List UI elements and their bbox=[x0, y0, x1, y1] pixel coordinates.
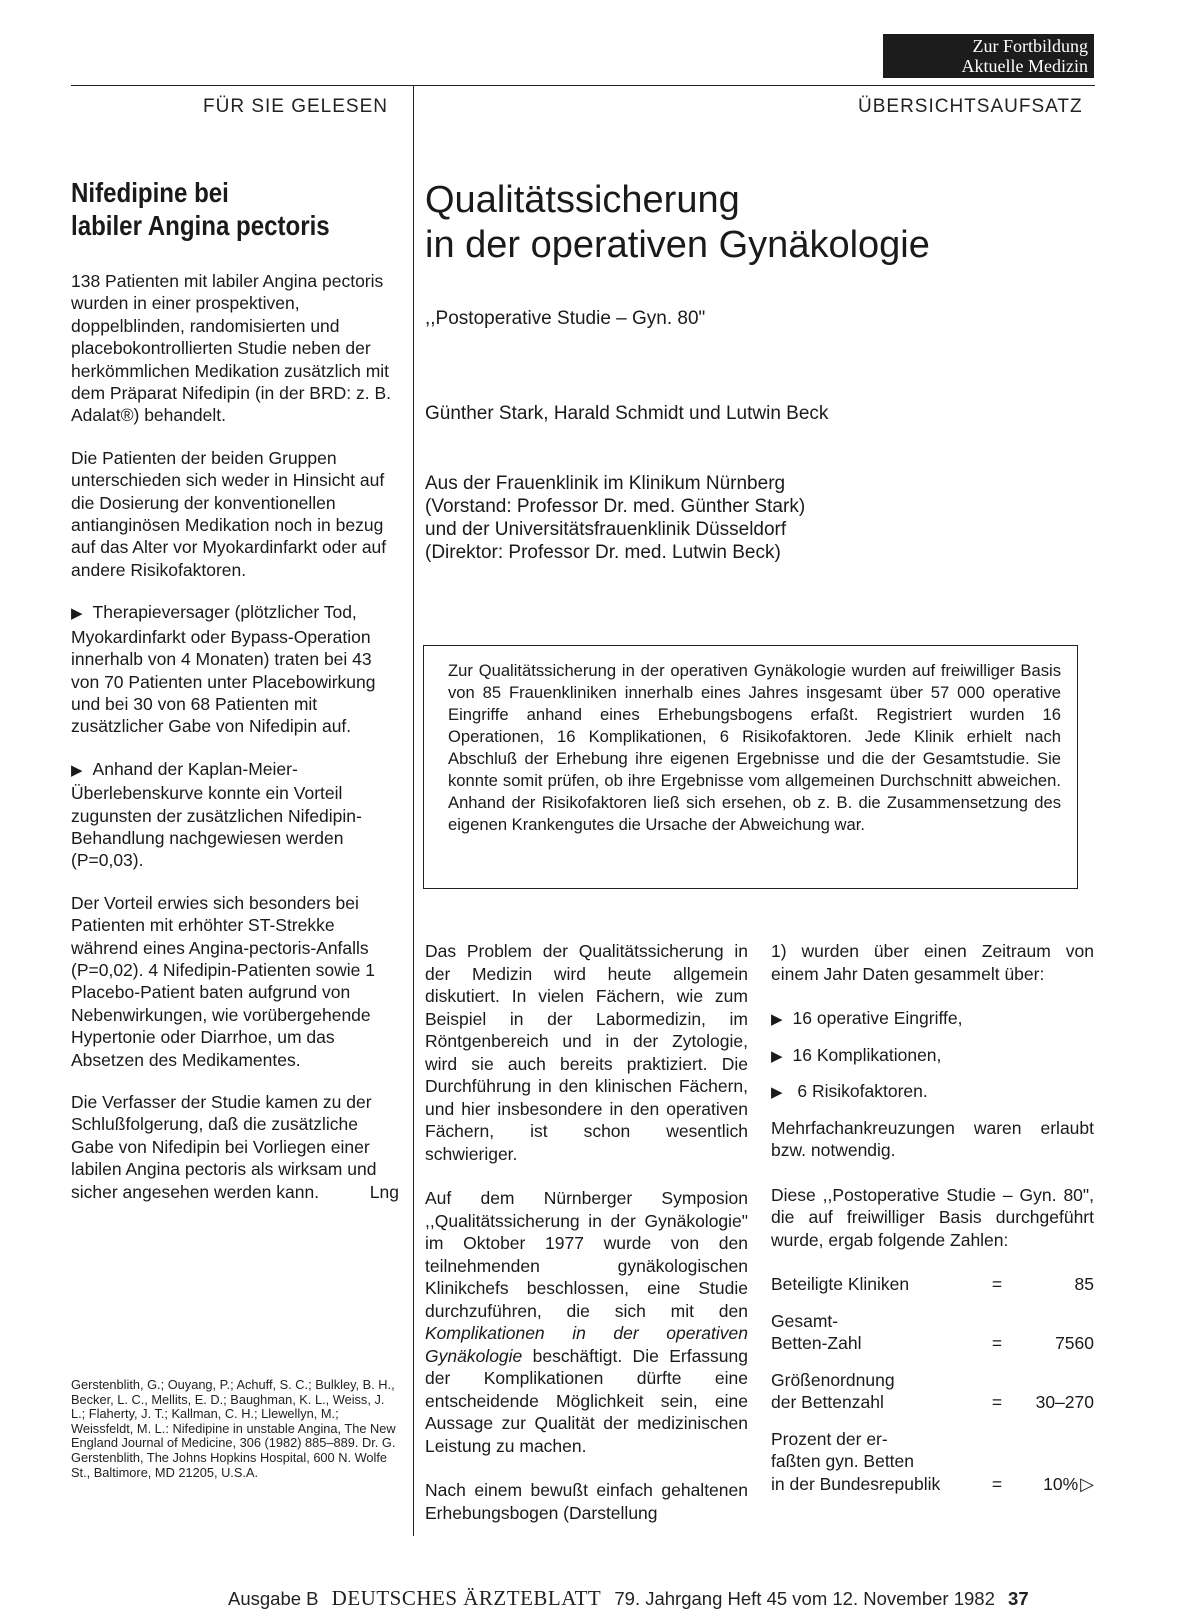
body-paragraph: Mehrfachankreuzungen waren erlaubt bzw. notwendig. bbox=[771, 1117, 1094, 1160]
body-paragraph: Nach einem bewußt einfach gehaltenen Erhebungsbogen (Darstellung bbox=[425, 1480, 748, 1523]
left-paragraph-text: Therapieversager (plötzlicher Tod, Myokardinfarkt oder Bypass-Operation innerhalb von 4 Monaten) traten bei 43 von 70 Patienten unter Placebowirkung und bei 30 von 68 Patienten mit zusätzlicher Gabe von Nifedipin auf. bbox=[71, 602, 376, 737]
study-items-list bbox=[771, 1007, 1094, 1105]
list-item bbox=[771, 1007, 1094, 1032]
stat-equals: = bbox=[991, 1333, 1003, 1353]
header-rule bbox=[71, 85, 1095, 86]
body-paragraph bbox=[425, 1187, 748, 1457]
main-title-line1: Qualitätssicherung bbox=[425, 179, 740, 221]
affiliation bbox=[425, 472, 805, 564]
triangle-bullet-icon: ▶ bbox=[771, 1047, 783, 1065]
left-title-line1: Nifedipine bei bbox=[71, 177, 229, 208]
left-title-line2: labiler Angina pectoris bbox=[71, 210, 330, 241]
section-badge-line2: Aktuelle Medizin bbox=[961, 56, 1088, 76]
main-title-line2: in der operativen Gynäkologie bbox=[425, 224, 930, 266]
footer-edition: Ausgabe B bbox=[228, 1588, 319, 1609]
emphasis-text: Komplikationen in der operativen Gynäkologie bbox=[425, 1323, 748, 1366]
stat-value: 85 bbox=[1074, 1274, 1094, 1294]
continue-arrow-icon: ▷ bbox=[1080, 1473, 1094, 1494]
triangle-bullet-icon: ▶ bbox=[771, 1011, 783, 1028]
stat-value-text: 10% bbox=[1043, 1473, 1079, 1494]
body-paragraph: Das Problem der Qualitätssicherung in der Medizin wird heute allgemein diskutiert. In vielen Fächern, wie zum Beispiel in der Labormedizin, im Röntgenbereich und in der Zytologie, wird sie auch bereits praktiziert. Die Durchführung in den klinischen Fächern, und hier insbesondere in den operativen Fächern, ist schon wesentlich schwieriger. bbox=[425, 941, 748, 1164]
body-column-1 bbox=[425, 940, 748, 1546]
body-text: Auf dem Nürnberger Symposion ,,Qualitätssicherung in der Gynäkologie" im Oktober 1977 wurde von den teilnehmenden gynäkologischen Klinikchefs beschlossen, eine Studie durchzuführen, die sich mit den bbox=[425, 1188, 748, 1321]
list-item bbox=[771, 1080, 1094, 1105]
table-row bbox=[771, 1310, 1094, 1369]
left-section-label: FÜR SIE GELESEN bbox=[203, 96, 388, 117]
right-section-label: ÜBERSICHTSAUFSATZ bbox=[858, 96, 1083, 117]
footer-publication: DEUTSCHES ÄRZTEBLATT bbox=[331, 1586, 602, 1610]
author-signature: Lng bbox=[369, 1182, 399, 1203]
authors: Günther Stark, Harald Schmidt und Lutwin Beck bbox=[425, 403, 829, 424]
left-paragraph: Die Patienten der beiden Gruppen unterschieden sich weder in Hinsicht auf die Dosierung der konventionellen antianginösen Medikation noch in bezug auf das Alter vor Myokardinfarkt oder auf andere Risikofaktoren. bbox=[71, 447, 387, 580]
left-paragraph: 138 Patienten mit labiler Angina pectoris wurden in einer prospektiven, doppelblinden, randomisierten und placebokontrollierten Studie neben der herkömmlichen Medikation zusätzlich mit dem Präparat Nifedipin (in der BRD: z. B. Adalat®) behandelt. bbox=[71, 271, 391, 426]
section-badge-line1: Zur Fortbildung bbox=[972, 36, 1088, 56]
stat-value bbox=[1014, 1428, 1094, 1510]
affiliation-line: (Direktor: Professor Dr. med. Lutwin Beck) bbox=[425, 542, 781, 563]
left-paragraph bbox=[71, 1091, 399, 1203]
stat-label: Gesamt- Betten-Zahl bbox=[771, 1310, 862, 1353]
left-article-title bbox=[71, 176, 363, 242]
stat-equals: = bbox=[991, 1392, 1003, 1412]
left-paragraph-text: Anhand der Kaplan-Meier-Überlebenskurve konnte ein Vorteil zugunsten der zusätzlichen Nifedipin-Behandlung nachgewiesen werden (P=0,03). bbox=[71, 758, 362, 871]
list-item-text: 16 operative Eingriffe, bbox=[792, 1008, 963, 1028]
body-column-2 bbox=[771, 940, 1094, 1509]
main-subtitle: ,,Postoperative Studie – Gyn. 80" bbox=[425, 308, 706, 329]
table-row bbox=[771, 1369, 1094, 1428]
stat-equals: = bbox=[991, 1473, 1003, 1494]
triangle-bullet-icon: ▶ bbox=[71, 761, 83, 779]
left-paragraph bbox=[71, 758, 399, 872]
table-row bbox=[771, 1428, 1094, 1510]
stat-value: 7560 bbox=[1055, 1333, 1094, 1353]
stat-value: 30–270 bbox=[1035, 1392, 1094, 1412]
body-paragraph: Diese ,,Postoperative Studie – Gyn. 80", die auf freiwilliger Basis durchgeführt wurde, ergab folgende Zahlen: bbox=[771, 1184, 1094, 1250]
stat-equals: = bbox=[991, 1274, 1003, 1294]
left-paragraph: Der Vorteil erwies sich besonders bei Patienten mit erhöhter ST-Strekke während eines Angina-pectoris-Anfalls (P=0,02). 4 Nifedipin-Patienten sowie 1 Placebo-Patient baten aufgrund von Nebenwirkungen, wie vorübergehende Hypertonie oder Diarrhoe, um das Absetzen des Medikamentes. bbox=[71, 892, 375, 1070]
section-badge bbox=[883, 34, 1094, 78]
list-item bbox=[771, 1044, 1094, 1069]
stats-table bbox=[771, 1273, 1094, 1509]
left-article-body bbox=[71, 270, 399, 1223]
stat-label: Prozent der er- faßten gyn. Betten in der Bundesrepublik bbox=[771, 1428, 941, 1494]
references: Gerstenblith, G.; Ouyang, P.; Achuff, S. C.; Bulkley, B. H., Becker, L. C., Mellits, E. D.; Baughman, K. L., Weiss, J. L.; Flaherty, J. T.; Kallman, C. H.; Llewellyn, M.; Weissfeldt, M. L.: Nifedipine in unstable Angina, The New England Journal of Medicine, 306 (1982) 885–889. Dr. G. Gerstenblith, The Johns Hopkins Hospital, 600 N. Wolfe St., Baltimore, MD 21205, U.S.A. bbox=[71, 1377, 396, 1480]
body-paragraph: 1) wurden über einen Zeitraum von einem Jahr Daten gesammelt über: bbox=[771, 941, 1094, 984]
affiliation-line: Aus der Frauenklinik im Klinikum Nürnberg bbox=[425, 473, 786, 494]
list-item-text: 16 Komplikationen, bbox=[792, 1044, 942, 1065]
abstract-box: Zur Qualitätssicherung in der operativen Gynäkologie wurden auf freiwilliger Basis von 85 Frauenkliniken innerhalb eines Jahres insgesamt über 57 000 operative Eingriffe anhand eines Erhebungsbogens erfaßt. Registriert wurden 16 Operationen, 16 Komplikationen, 6 Risikofaktoren. Jede Klinik erhielt nach Abschluß der Erhebung ihre eigenen Ergebnisse und die der Gesamtstudie. Sie konnte somit prüfen, ob ihre Ergebnisse vom allgemeinen Durchschnitt abweichen. Anhand der Risikofaktoren ließ sich ersehen, ob z. B. die Zusammensetzung des eigenen Krankengutes die Ursache der Abweichung war. bbox=[423, 645, 1078, 889]
body-text: beschäftigt. Die Erfassung der Komplikationen dürfte eine entscheidende Möglichkeit sein, eine Aussage zur Qualität der medizinischen Leistung zu machen. bbox=[425, 1345, 748, 1456]
triangle-bullet-icon: ▶ bbox=[771, 1084, 783, 1101]
left-paragraph bbox=[71, 601, 399, 737]
footer-issue: 79. Jahrgang Heft 45 vom 12. November 1982 bbox=[614, 1588, 995, 1609]
triangle-bullet-icon: ▶ bbox=[71, 605, 83, 623]
stat-label: Beteiligte Kliniken bbox=[771, 1274, 910, 1294]
affiliation-line: (Vorstand: Professor Dr. med. Günther Stark) bbox=[425, 496, 806, 517]
stat-label: Größenordnung der Bettenzahl bbox=[771, 1369, 895, 1412]
left-paragraph-text: Die Verfasser der Studie kamen zu der Schlußfolgerung, daß die zusätzliche Gabe von Nifedipin bei Vorliegen einer labilen Angina pectoris als wirksam und sicher angesehen werden kann. bbox=[71, 1092, 377, 1202]
page-number: 37 bbox=[1008, 1588, 1029, 1609]
main-article-title bbox=[425, 178, 930, 268]
table-row bbox=[771, 1273, 1094, 1310]
page-footer bbox=[228, 1586, 1029, 1611]
affiliation-line: und der Universitätsfrauenklinik Düsseldorf bbox=[425, 519, 787, 540]
column-divider bbox=[413, 86, 414, 1536]
list-item-text: 6 Risikofaktoren. bbox=[792, 1081, 928, 1101]
